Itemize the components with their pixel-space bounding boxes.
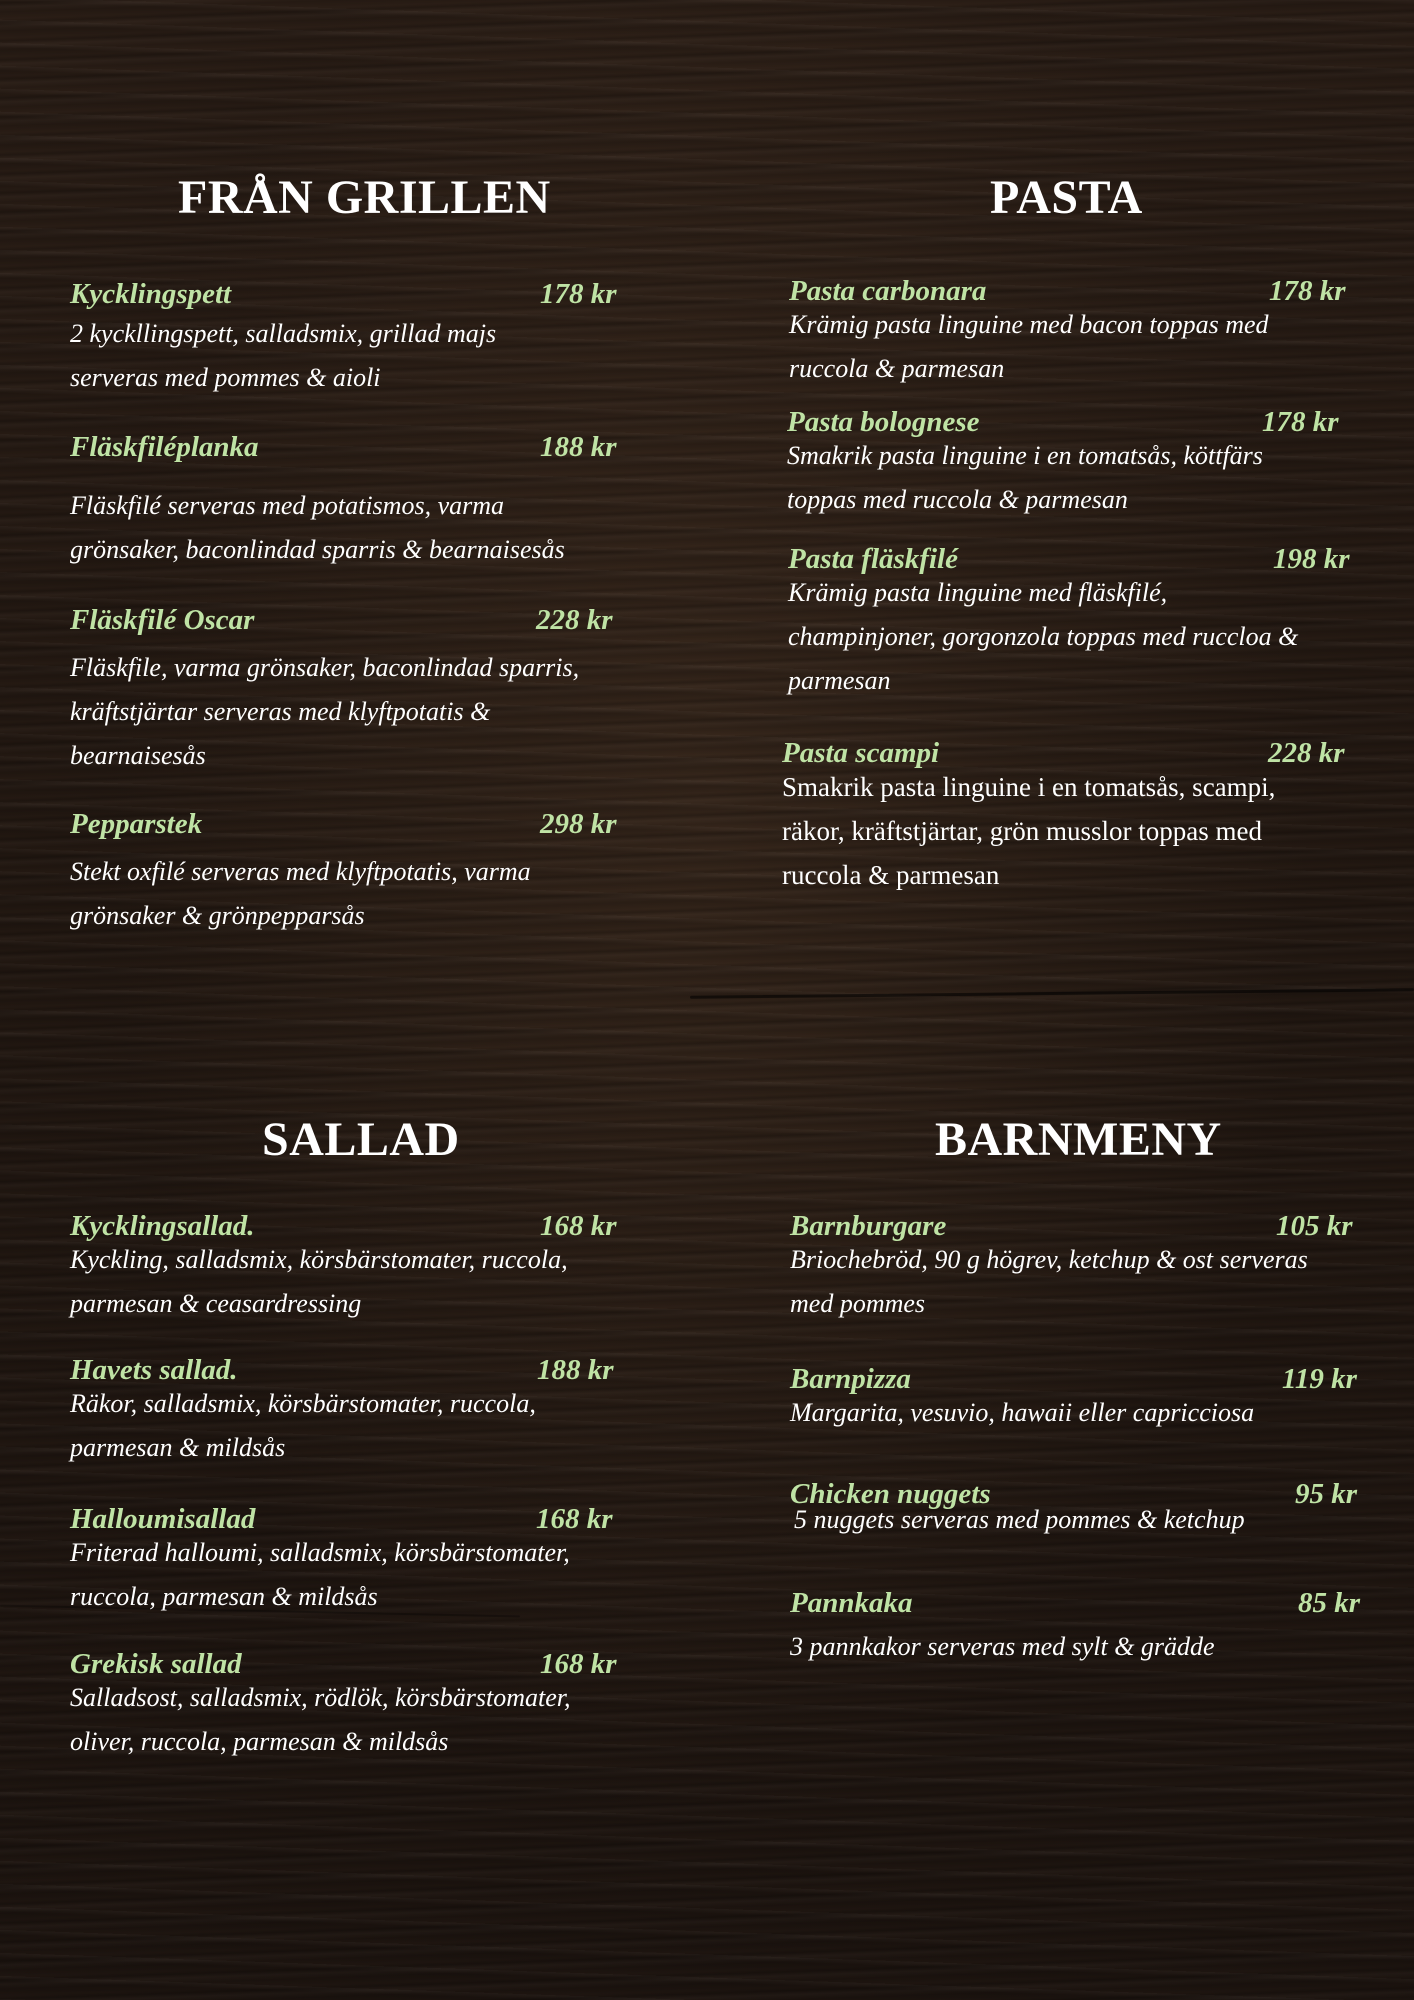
item-description	[70, 1676, 571, 1764]
item-price: 298 kr	[540, 808, 617, 840]
item-name: Pannkaka	[790, 1587, 913, 1619]
item-name: Kycklingsallad.	[70, 1210, 255, 1242]
item-price: 168 kr	[540, 1210, 617, 1242]
item-price: 178 kr	[540, 278, 617, 310]
description-line: toppas med ruccola & parmesan	[787, 485, 1128, 514]
description-line: Kyckling, salladsmix, körsbärstomater, ruccola,	[70, 1245, 568, 1274]
item-price: 105 kr	[1276, 1210, 1353, 1242]
item-description	[70, 646, 579, 778]
description-line: grönsaker, baconlindad sparris & bearnaisesås	[70, 535, 565, 564]
item-name: Fläskfilé Oscar	[70, 604, 255, 636]
item-name: Havets sallad.	[70, 1354, 238, 1386]
item-description	[790, 1238, 1308, 1326]
item-price: 119 kr	[1282, 1363, 1357, 1395]
description-line: 5 nuggets serveras med pommes & ketchup	[794, 1505, 1245, 1534]
item-description	[794, 1498, 1245, 1542]
item-description	[70, 312, 496, 400]
description-line: oliver, ruccola, parmesan & mildsås	[70, 1727, 449, 1756]
item-price: 168 kr	[536, 1503, 613, 1535]
item-description	[790, 1625, 1215, 1669]
description-line: Krämig pasta linguine med bacon toppas med	[789, 310, 1269, 339]
item-price: 95 kr	[1295, 1478, 1358, 1510]
item-name: Pasta scampi	[782, 737, 940, 769]
item-price: 178 kr	[1269, 275, 1346, 307]
description-line: Margarita, vesuvio, hawaii eller capricciosa	[790, 1398, 1255, 1427]
item-description	[782, 765, 1275, 897]
item-price: 188 kr	[537, 1354, 614, 1386]
section-title: FRÅN GRILLEN	[178, 171, 551, 224]
description-line: med pommes	[790, 1289, 926, 1318]
description-line: räkor, kräftstjärtar, grön musslor toppas med	[782, 816, 1262, 846]
item-name: Grekisk sallad	[70, 1648, 242, 1680]
section-title: BARNMENY	[935, 1113, 1222, 1166]
description-line: Salladsost, salladsmix, rödlök, körsbärstomater,	[70, 1683, 571, 1712]
wood-crack	[690, 988, 1414, 999]
item-name: Halloumisallad	[70, 1503, 256, 1535]
description-line: kräftstjärtar serveras med klyftpotatis &	[70, 697, 491, 726]
item-description	[70, 484, 565, 572]
item-price: 178 kr	[1262, 406, 1339, 438]
item-price: 228 kr	[536, 604, 613, 636]
item-price: 85 kr	[1298, 1587, 1361, 1619]
item-price: 168 kr	[540, 1648, 617, 1680]
item-name: Kycklingspett	[70, 278, 232, 310]
description-line: ruccola, parmesan & mildsås	[70, 1582, 378, 1611]
item-description	[788, 571, 1298, 703]
item-name: Barnpizza	[790, 1363, 911, 1395]
description-line: Smakrik pasta linguine i en tomatsås, köttfärs	[787, 441, 1263, 470]
item-description	[787, 434, 1263, 522]
item-name: Pasta carbonara	[789, 275, 987, 307]
item-description	[70, 1238, 568, 1326]
description-line: parmesan & mildsås	[70, 1433, 286, 1462]
description-line: Fläskfilé serveras med potatismos, varma	[70, 491, 505, 520]
description-line: Smakrik pasta linguine i en tomatsås, scampi,	[782, 772, 1276, 802]
item-description	[70, 850, 531, 938]
item-name: Chicken nuggets	[790, 1478, 991, 1510]
description-line: parmesan	[788, 666, 891, 695]
description-line: ruccola & parmesan	[789, 354, 1005, 383]
section-title: SALLAD	[262, 1113, 460, 1166]
description-line: 3 pannkakor serveras med sylt & grädde	[790, 1632, 1215, 1661]
description-line: Fläskfile, varma grönsaker, baconlindad sparris,	[70, 653, 580, 682]
description-line: Friterad halloumi, salladsmix, körsbärstomater,	[70, 1538, 570, 1567]
item-price: 198 kr	[1273, 543, 1350, 575]
item-price: 228 kr	[1268, 737, 1345, 769]
item-description	[70, 1531, 570, 1619]
section-title: PASTA	[990, 171, 1143, 224]
item-description	[790, 1391, 1254, 1435]
item-description	[70, 1382, 536, 1470]
description-line: grönsaker & grönpepparsås	[70, 901, 365, 930]
item-name: Barnburgare	[790, 1210, 947, 1242]
description-line: bearnaisesås	[70, 741, 206, 770]
description-line: Briochebröd, 90 g högrev, ketchup & ost serveras	[790, 1245, 1308, 1274]
description-line: 2 kyckllingspett, salladsmix, grillad majs	[70, 319, 497, 348]
description-line: parmesan & ceasardressing	[70, 1289, 362, 1318]
description-line: Räkor, salladsmix, körsbärstomater, ruccola,	[70, 1389, 536, 1418]
item-description	[789, 303, 1269, 391]
item-name: Fläskfiléplanka	[70, 431, 259, 463]
item-name: Pasta bolognese	[787, 406, 980, 438]
description-line: Krämig pasta linguine med fläskfilé,	[788, 578, 1168, 607]
description-line: Stekt oxfilé serveras med klyftpotatis, varma	[70, 857, 531, 886]
item-price: 188 kr	[540, 431, 617, 463]
description-line: ruccola & parmesan	[782, 860, 1000, 890]
description-line: serveras med pommes & aioli	[70, 363, 381, 392]
description-line: champinjoner, gorgonzola toppas med ruccloa &	[788, 622, 1299, 651]
item-name: Pasta fläskfilé	[788, 543, 958, 575]
item-name: Pepparstek	[70, 808, 203, 840]
